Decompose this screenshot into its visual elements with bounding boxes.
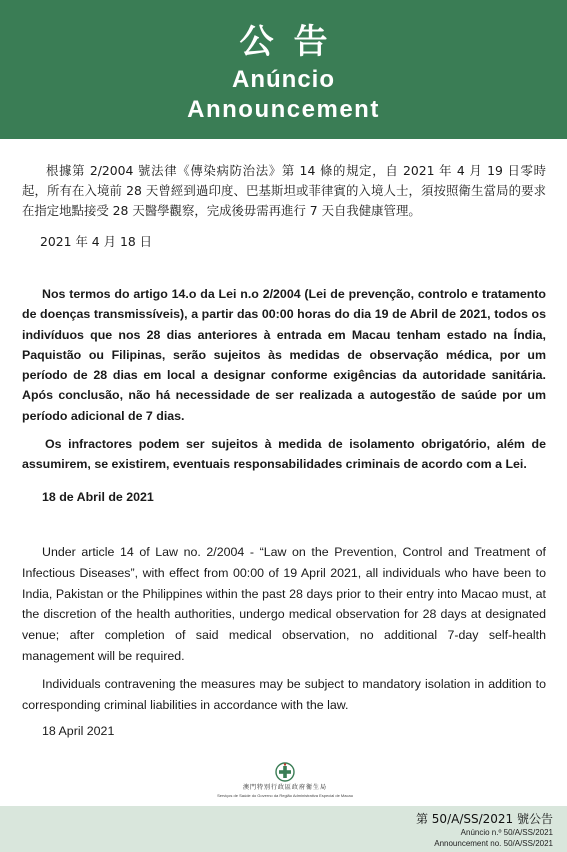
announcement-footer: [0, 806, 567, 852]
reference-portuguese: Anúncio n.º 50/A/SS/2021: [460, 828, 553, 837]
health-bureau-name-portuguese: Serviços de Saúde do Governo da Região Administrativa Especial de Macau: [217, 793, 353, 798]
chinese-date: 2021 年 4 月 18 日: [40, 234, 153, 249]
english-date: 18 April 2021: [42, 724, 115, 738]
title-portuguese: Anúncio: [232, 66, 335, 93]
english-paragraph-2: Individuals contravening the measures may be subject to mandatory isolation in addition to corresponding criminal liabilities in accordance with the law.: [22, 677, 546, 712]
title-english: Announcement: [187, 96, 380, 123]
reference-english: Announcement no. 50/A/SS/2021: [434, 839, 553, 848]
portuguese-paragraph-1: Nos termos do artigo 14.o da Lei n.o 2/2004 (Lei de prevenção, controlo e tratamento de doenças transmissíveis), a partir das 00:00 horas do dia 19 de Abril de 2021, todos os indivíduos que nos 28 dias anteriores à entrada em Macau tenham estado na Índia, Paquistão ou Filipinas, serão sujeitos às medidas de observação médica, por um período de 28 dias em local a designar conforme exigências da autoridade sanitária. Após conclusão, não há necessidade de ser realizada a autogestão de saúde por um período adicional de 7 dias.: [22, 287, 546, 423]
health-bureau-name-chinese: 澳門特別行政區政府衛生局: [242, 784, 327, 791]
chinese-paragraph: 根據第 2/2004 號法律《傳染病防治法》第 14 條的規定，自 2021 年 4 月 19 日零時起，所有在入境前 28 天曾經到過印度、巴基斯坦或菲律賓的入境人士，須按照衛生當局的要求在指定地點接受 28 天醫學觀察，完成後毋需再進行 7 天自我健康管理。: [22, 163, 546, 218]
english-paragraph-1: Under article 14 of Law no. 2/2004 - “Law on the Prevention, Control and Treatment of Infectious Diseases”, with effect from 00:00 of 19 April 2021, all individuals who have been to India, Pakistan or the Philippines within the past 28 days prior to their entry into Macao must, at the discretion of the health authorities, undergo medical observation for 28 days at designated venue; after completion of said medical observation, no additional 7-day self-health management will be required.: [22, 545, 546, 663]
title-chinese: 公告: [239, 22, 348, 62]
health-bureau-emblem-icon: [275, 762, 295, 782]
portuguese-date: 18 de Abril de 2021: [42, 490, 154, 504]
health-bureau-logo: [185, 762, 385, 802]
reference-chinese: 第 50/A/SS/2021 號公告: [415, 812, 553, 826]
announcement-header: [0, 0, 567, 139]
portuguese-paragraph-2: Os infractores podem ser sujeitos à medida de isolamento obrigatório, além de assumirem, se existirem, eventuais responsabilidades criminais de acordo com a Lei.: [22, 437, 546, 472]
